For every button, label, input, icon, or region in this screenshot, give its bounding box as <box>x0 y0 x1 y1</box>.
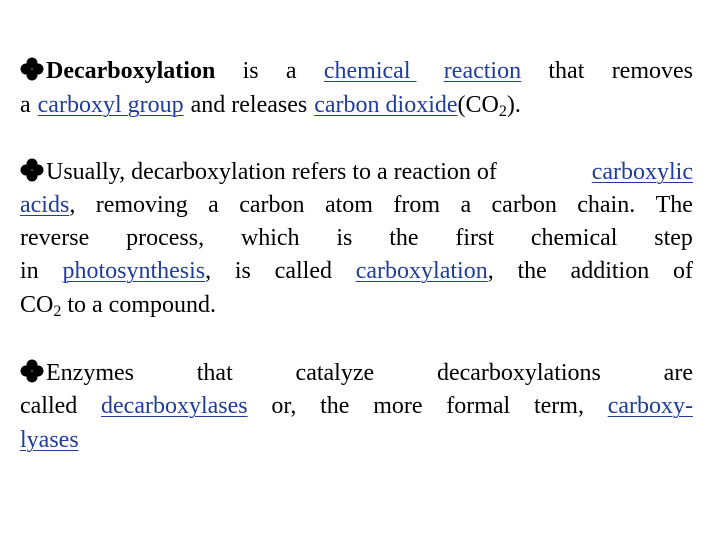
term-decarboxylation: Decarboxylation <box>46 58 216 84</box>
word: Enzymes <box>46 360 134 386</box>
p2-line2 <box>20 189 693 221</box>
p2-line1 <box>20 156 693 188</box>
word: that <box>548 58 585 84</box>
link-carboxylation[interactable]: carboxylation <box>355 258 488 284</box>
word: reverse <box>20 225 90 251</box>
diamond-bullet-icon <box>20 359 44 383</box>
word: carbon <box>491 192 557 218</box>
punct: , <box>487 258 494 284</box>
word: called <box>20 393 78 419</box>
link-carboxy-lyases-cont[interactable]: lyases <box>20 427 79 453</box>
p1-line1 <box>20 55 693 87</box>
word: in <box>20 258 39 284</box>
word: is <box>234 258 251 284</box>
word: which <box>240 225 300 251</box>
link-reaction[interactable]: reaction <box>443 58 522 84</box>
word: called <box>274 258 332 284</box>
word: The <box>655 192 693 218</box>
word: chemical <box>530 225 618 251</box>
word: catalyze <box>295 360 375 386</box>
link-chemical[interactable]: chemical <box>323 58 417 84</box>
word: from <box>393 192 441 218</box>
subscript: 2 <box>53 303 62 320</box>
link-acids[interactable]: acids <box>20 192 70 218</box>
word: the <box>389 225 419 251</box>
bullet-item-2 <box>20 156 497 188</box>
word: a <box>285 58 297 84</box>
p3-line1 <box>20 357 693 389</box>
p3-line2 <box>20 390 693 422</box>
link-carbon-dioxide[interactable]: carbon dioxide <box>314 92 458 118</box>
word: of <box>672 258 693 284</box>
punct: , <box>69 192 76 218</box>
word: chain. <box>577 192 636 218</box>
word: that <box>196 360 233 386</box>
word: and releases <box>190 92 308 118</box>
text: Usually, decarboxylation refers to a reaction of <box>46 159 497 185</box>
word: a <box>460 192 472 218</box>
word: a <box>208 192 219 218</box>
link-decarboxylases[interactable]: decarboxylases <box>101 393 248 419</box>
link-carboxyl-group[interactable]: carboxyl group <box>37 92 184 118</box>
p1-line2 <box>20 89 693 121</box>
text: to a compound. <box>61 292 216 318</box>
word: more <box>373 393 423 419</box>
p3-line3 <box>20 424 693 456</box>
word: a <box>20 92 31 118</box>
link-photosynthesis[interactable]: photosynthesis <box>62 258 206 284</box>
word: formal <box>446 393 511 419</box>
bullet-item-1 <box>20 55 215 87</box>
word: step <box>654 225 693 251</box>
p2-line5 <box>20 289 693 321</box>
word: addition <box>570 258 650 284</box>
word: atom <box>324 192 373 218</box>
punct: , <box>205 258 212 284</box>
link-carboxy-lyases[interactable]: carboxy- <box>607 393 693 419</box>
p2-line4 <box>20 255 693 287</box>
word: is <box>242 58 259 84</box>
p2-line3 <box>20 222 693 254</box>
diamond-bullet-icon <box>20 57 44 81</box>
word: is <box>336 225 353 251</box>
subscript: 2 <box>498 103 507 120</box>
bullet-item-3 <box>20 357 134 389</box>
formula-co: CO <box>20 292 54 318</box>
word: the <box>517 258 547 284</box>
diamond-bullet-icon <box>20 158 44 182</box>
formula-co: (CO <box>457 92 499 118</box>
word: first <box>455 225 494 251</box>
word: term, <box>533 393 584 419</box>
word: or, <box>271 393 297 419</box>
word: the <box>320 393 350 419</box>
word: removing <box>95 192 188 218</box>
punct: ). <box>506 92 521 118</box>
word: carbon <box>239 192 305 218</box>
link-carboxylic[interactable]: carboxylic <box>591 159 693 185</box>
word: removes <box>611 58 693 84</box>
word: decarboxylations <box>436 360 601 386</box>
word: are <box>663 360 693 386</box>
word: process, <box>126 225 205 251</box>
